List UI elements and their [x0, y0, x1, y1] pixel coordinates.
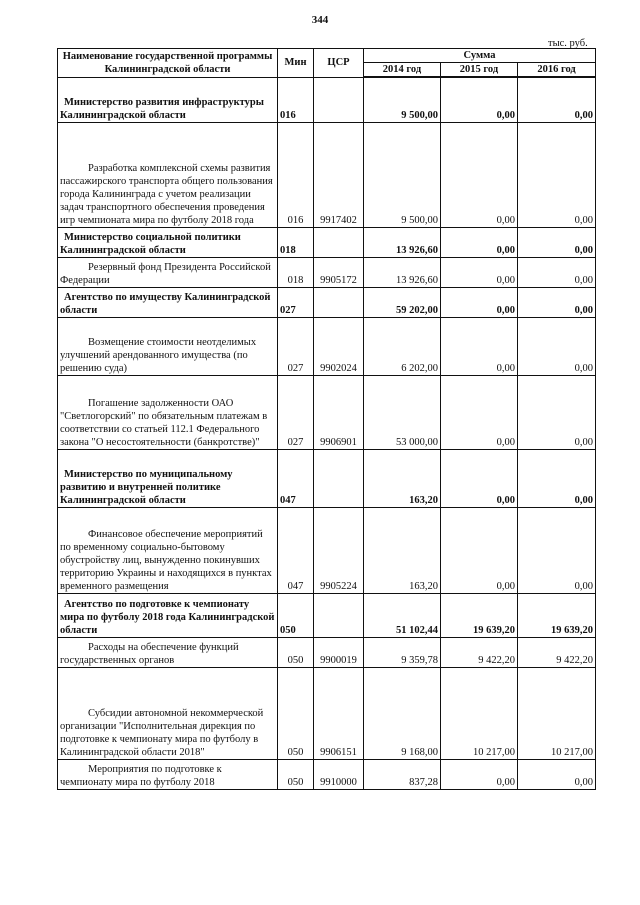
table-row	[58, 759, 596, 789]
row-2016: 0,00	[518, 507, 596, 593]
row-2015: 0,00	[441, 449, 518, 507]
header-name: Наименование государственной программы Калининградской области	[58, 49, 278, 78]
row-name: Разработка комплексной схемы развития пассажирского транспорта общего пользования города Калининграда с учетом реализации задач транспортного обеспечения проведения игр чемпионата мира по футболу 2018 года	[58, 122, 278, 227]
row-name: Министерство по муниципальному развитию и внутренней политике Калининградской области	[58, 449, 278, 507]
header-sum: Сумма	[364, 49, 596, 63]
table-row	[58, 449, 596, 507]
row-2015: 0,00	[441, 759, 518, 789]
row-2014: 9 168,00	[364, 667, 441, 759]
row-csr	[314, 77, 364, 122]
row-2015: 0,00	[441, 227, 518, 257]
row-min: 027	[278, 287, 314, 317]
row-name: Расходы на обеспечение функций государственных органов	[58, 637, 278, 667]
row-csr	[314, 227, 364, 257]
row-2014: 9 500,00	[364, 77, 441, 122]
row-2016: 0,00	[518, 375, 596, 449]
row-2015: 0,00	[441, 287, 518, 317]
row-2014: 51 102,44	[364, 593, 441, 637]
row-name: Министерство социальной политики Калининградской области	[58, 227, 278, 257]
header-min: Мин	[278, 49, 314, 78]
row-name: Агентство по имуществу Калининградской области	[58, 287, 278, 317]
row-csr: 9917402	[314, 122, 364, 227]
row-2014: 163,20	[364, 507, 441, 593]
row-2014: 13 926,60	[364, 227, 441, 257]
row-min: 018	[278, 257, 314, 287]
row-2016: 9 422,20	[518, 637, 596, 667]
row-csr: 9902024	[314, 317, 364, 375]
row-csr: 9900019	[314, 637, 364, 667]
row-2014: 837,28	[364, 759, 441, 789]
row-2014: 6 202,00	[364, 317, 441, 375]
table-row	[58, 667, 596, 759]
row-csr	[314, 593, 364, 637]
row-name: Резервный фонд Президента Российской Федерации	[58, 257, 278, 287]
row-2016: 0,00	[518, 449, 596, 507]
row-csr: 9906151	[314, 667, 364, 759]
table-row	[58, 593, 596, 637]
row-min: 050	[278, 593, 314, 637]
header-2016: 2016 год	[518, 63, 596, 78]
header-2015: 2015 год	[441, 63, 518, 78]
row-2016: 0,00	[518, 227, 596, 257]
row-name: Министерство развития инфраструктуры Калининградской области	[58, 77, 278, 122]
row-2014: 9 500,00	[364, 122, 441, 227]
row-2016: 0,00	[518, 287, 596, 317]
row-2016: 0,00	[518, 257, 596, 287]
row-2014: 53 000,00	[364, 375, 441, 449]
row-min: 016	[278, 122, 314, 227]
row-2014: 163,20	[364, 449, 441, 507]
row-min: 016	[278, 77, 314, 122]
units-label: тыс. руб.	[548, 38, 588, 49]
table-row	[58, 375, 596, 449]
row-2016: 0,00	[518, 317, 596, 375]
header-2014: 2014 год	[364, 63, 441, 78]
row-2016: 10 217,00	[518, 667, 596, 759]
table-row	[58, 287, 596, 317]
header-csr: ЦСР	[314, 49, 364, 78]
row-name: Субсидии автономной некоммерческой организации "Исполнительная дирекция по подготовке к чемпионату мира по футболу в Калининградской области 2018"	[58, 667, 278, 759]
row-2015: 0,00	[441, 77, 518, 122]
row-name: Агентство по подготовке к чемпионату мира по футболу 2018 года Калининградской области	[58, 593, 278, 637]
row-name: Финансовое обеспечение мероприятий по временному социально-бытовому обустройству лиц, вынужденно покинувших территорию Украины и находящихся в пунктах временного размещения	[58, 507, 278, 593]
budget-table	[57, 48, 596, 790]
row-csr: 9905224	[314, 507, 364, 593]
row-2014: 9 359,78	[364, 637, 441, 667]
table-row	[58, 227, 596, 257]
row-2014: 13 926,60	[364, 257, 441, 287]
table-row	[58, 317, 596, 375]
row-min: 050	[278, 759, 314, 789]
row-2016: 0,00	[518, 759, 596, 789]
row-2015: 0,00	[441, 317, 518, 375]
table-row	[58, 637, 596, 667]
row-min: 047	[278, 507, 314, 593]
row-min: 027	[278, 375, 314, 449]
row-2015: 19 639,20	[441, 593, 518, 637]
row-name: Погашение задолженности ОАО "Светлогорский" по обязательным платежам в соответствии со статьей 112.1 Федерального закона "О несостоятельности (банкротстве)"	[58, 375, 278, 449]
row-csr	[314, 287, 364, 317]
row-2015: 0,00	[441, 257, 518, 287]
row-2015: 10 217,00	[441, 667, 518, 759]
table-row	[58, 507, 596, 593]
row-2015: 0,00	[441, 375, 518, 449]
row-name: Возмещение стоимости неотделимых улучшений арендованного имущества (по решению суда)	[58, 317, 278, 375]
row-2016: 0,00	[518, 77, 596, 122]
row-name: Мероприятия по подготовке к чемпионату мира по футболу 2018	[58, 759, 278, 789]
row-2016: 19 639,20	[518, 593, 596, 637]
row-csr	[314, 449, 364, 507]
row-2015: 0,00	[441, 507, 518, 593]
row-min: 047	[278, 449, 314, 507]
row-csr: 9906901	[314, 375, 364, 449]
table-row	[58, 257, 596, 287]
row-min: 050	[278, 667, 314, 759]
row-min: 050	[278, 637, 314, 667]
row-min: 027	[278, 317, 314, 375]
row-min: 018	[278, 227, 314, 257]
table-row	[58, 122, 596, 227]
row-2016: 0,00	[518, 122, 596, 227]
page-number: 344	[311, 14, 329, 26]
row-csr: 9905172	[314, 257, 364, 287]
table-row	[58, 77, 596, 122]
row-2015: 0,00	[441, 122, 518, 227]
row-csr: 9910000	[314, 759, 364, 789]
row-2015: 9 422,20	[441, 637, 518, 667]
row-2014: 59 202,00	[364, 287, 441, 317]
